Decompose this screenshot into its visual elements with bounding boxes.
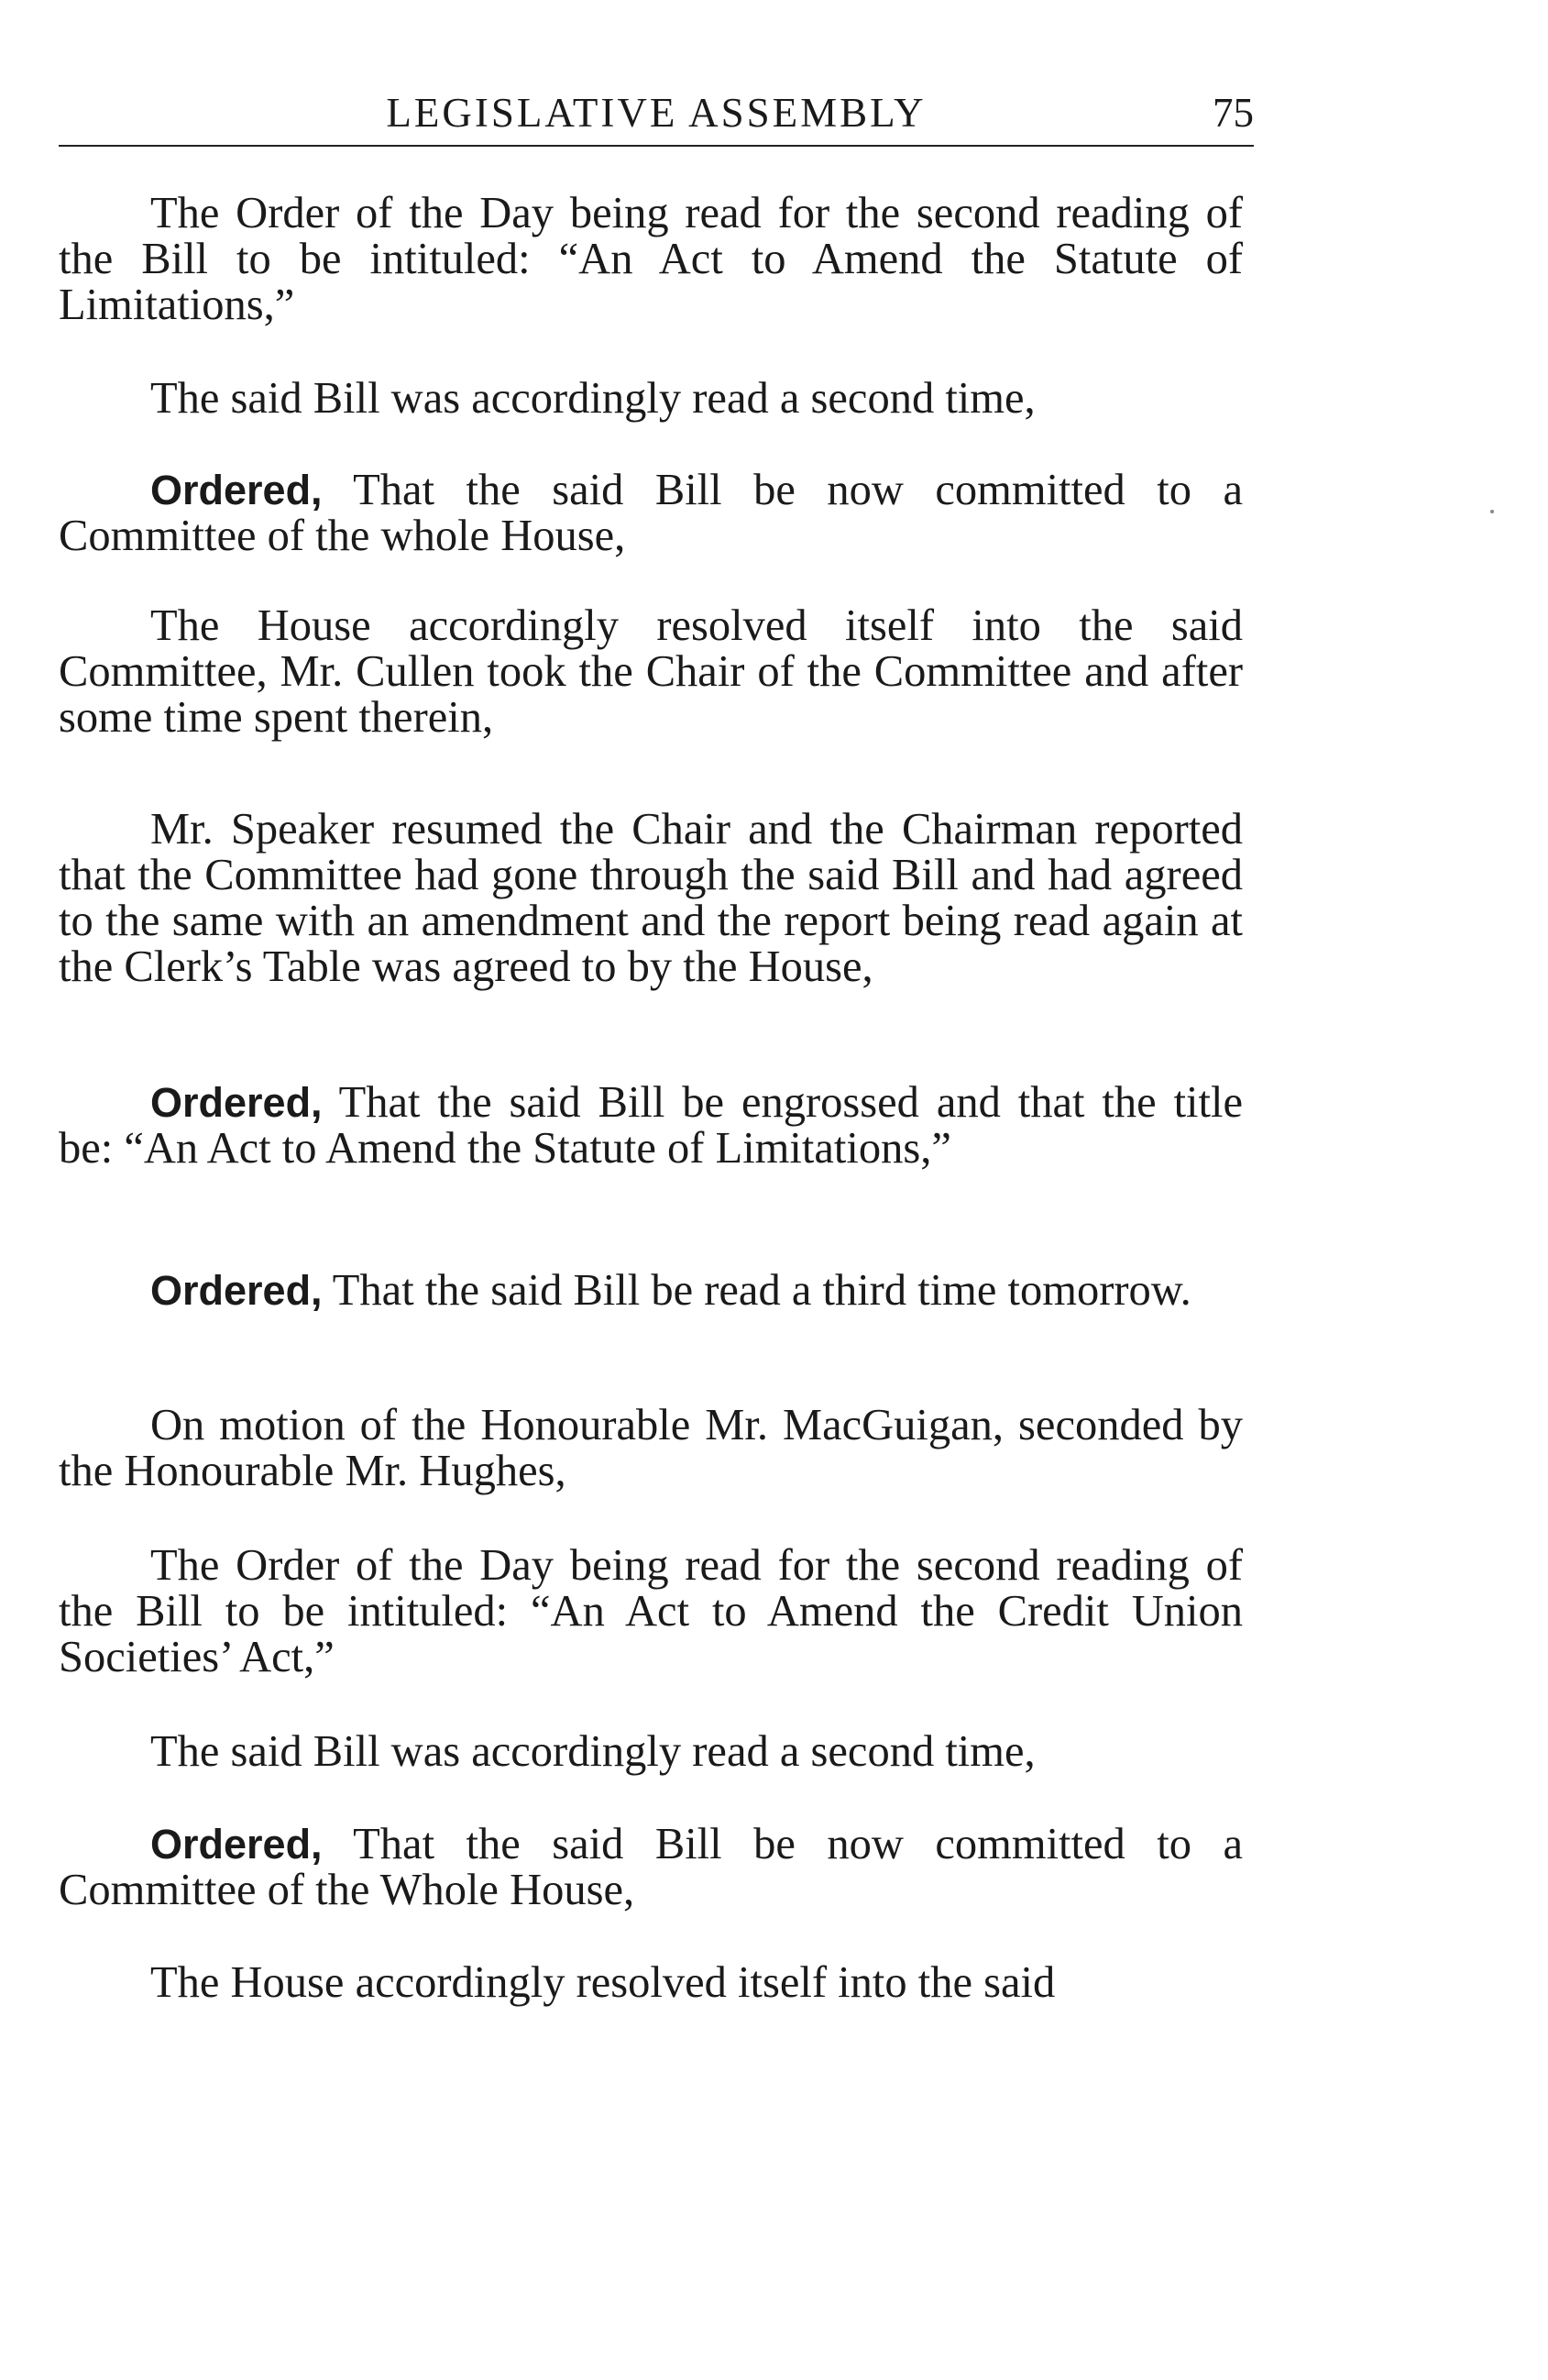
paragraph-text: The House accordingly resolved itself into the said Committee, Mr. Cullen took the Chair of the Committee and after some time spent therein, [59, 601, 1243, 742]
paragraph-speaker-resumed [59, 807, 1243, 990]
header-divider [59, 145, 1254, 147]
paragraph-ordered-engrossed [59, 1080, 1243, 1172]
paragraph-motion [59, 1403, 1243, 1494]
paragraph-lead: Ordered, [150, 1267, 323, 1314]
paragraph-text: That the said Bill be now committed to a Committee of the whole House, [59, 466, 1243, 560]
paragraph-house-resolved [59, 603, 1243, 741]
paragraph-text: That the said Bill be engrossed and that the title be: “An Act to Amend the Statute of Limitations,” [59, 1078, 1243, 1173]
paragraph-text: The said Bill was accordingly read a second time, [150, 1727, 1036, 1776]
paragraph-house-resolved-credit-union [59, 1960, 1243, 2006]
paragraph-text: On motion of the Honourable Mr. MacGuigan, seconded by the Honourable Mr. Hughes, [59, 1401, 1243, 1495]
running-header [59, 81, 1254, 145]
paragraph-ordered-committed [59, 468, 1243, 559]
paragraph-ordered-committed-credit-union [59, 1822, 1243, 1913]
paragraph-text: The House accordingly resolved itself into the said [150, 1958, 1056, 2007]
page-header-title: LEGISLATIVE ASSEMBLY [386, 90, 927, 136]
paragraph-second-reading [59, 376, 1243, 422]
paragraph-text: That the said Bill be read a third time tomorrow. [322, 1266, 1191, 1315]
paragraph-second-reading-order [59, 191, 1243, 328]
paragraph-text: The said Bill was accordingly read a second time, [150, 374, 1036, 423]
paragraph-text: The Order of the Day being read for the second reading of the Bill to be intituled: “An Act to Amend the Credit Union Societies’ Act,” [59, 1541, 1243, 1681]
paragraph-second-reading-credit-union [59, 1729, 1243, 1775]
paragraph-text: The Order of the Day being read for the second reading of the Bill to be intituled: “An Act to Amend the Statute of Limitations,” [59, 189, 1243, 329]
paragraph-lead: Ordered, [150, 1821, 323, 1868]
paragraph-ordered-third-reading [59, 1268, 1243, 1314]
paragraph-text: Mr. Speaker resumed the Chair and the Chairman reported that the Committee had gone through the said Bill and had agreed to the same with an amendment and the report being read again at the Clerk’s Table was agreed to by the House, [59, 805, 1243, 991]
paragraph-lead: Ordered, [150, 467, 323, 513]
scan-speck [1490, 510, 1494, 513]
page-number: 75 [1213, 90, 1254, 136]
paragraph-text: That the said Bill be now committed to a Committee of the Whole House, [59, 1820, 1243, 1914]
paragraph-lead: Ordered, [150, 1079, 323, 1126]
paragraph-second-reading-order-credit-union [59, 1543, 1243, 1680]
